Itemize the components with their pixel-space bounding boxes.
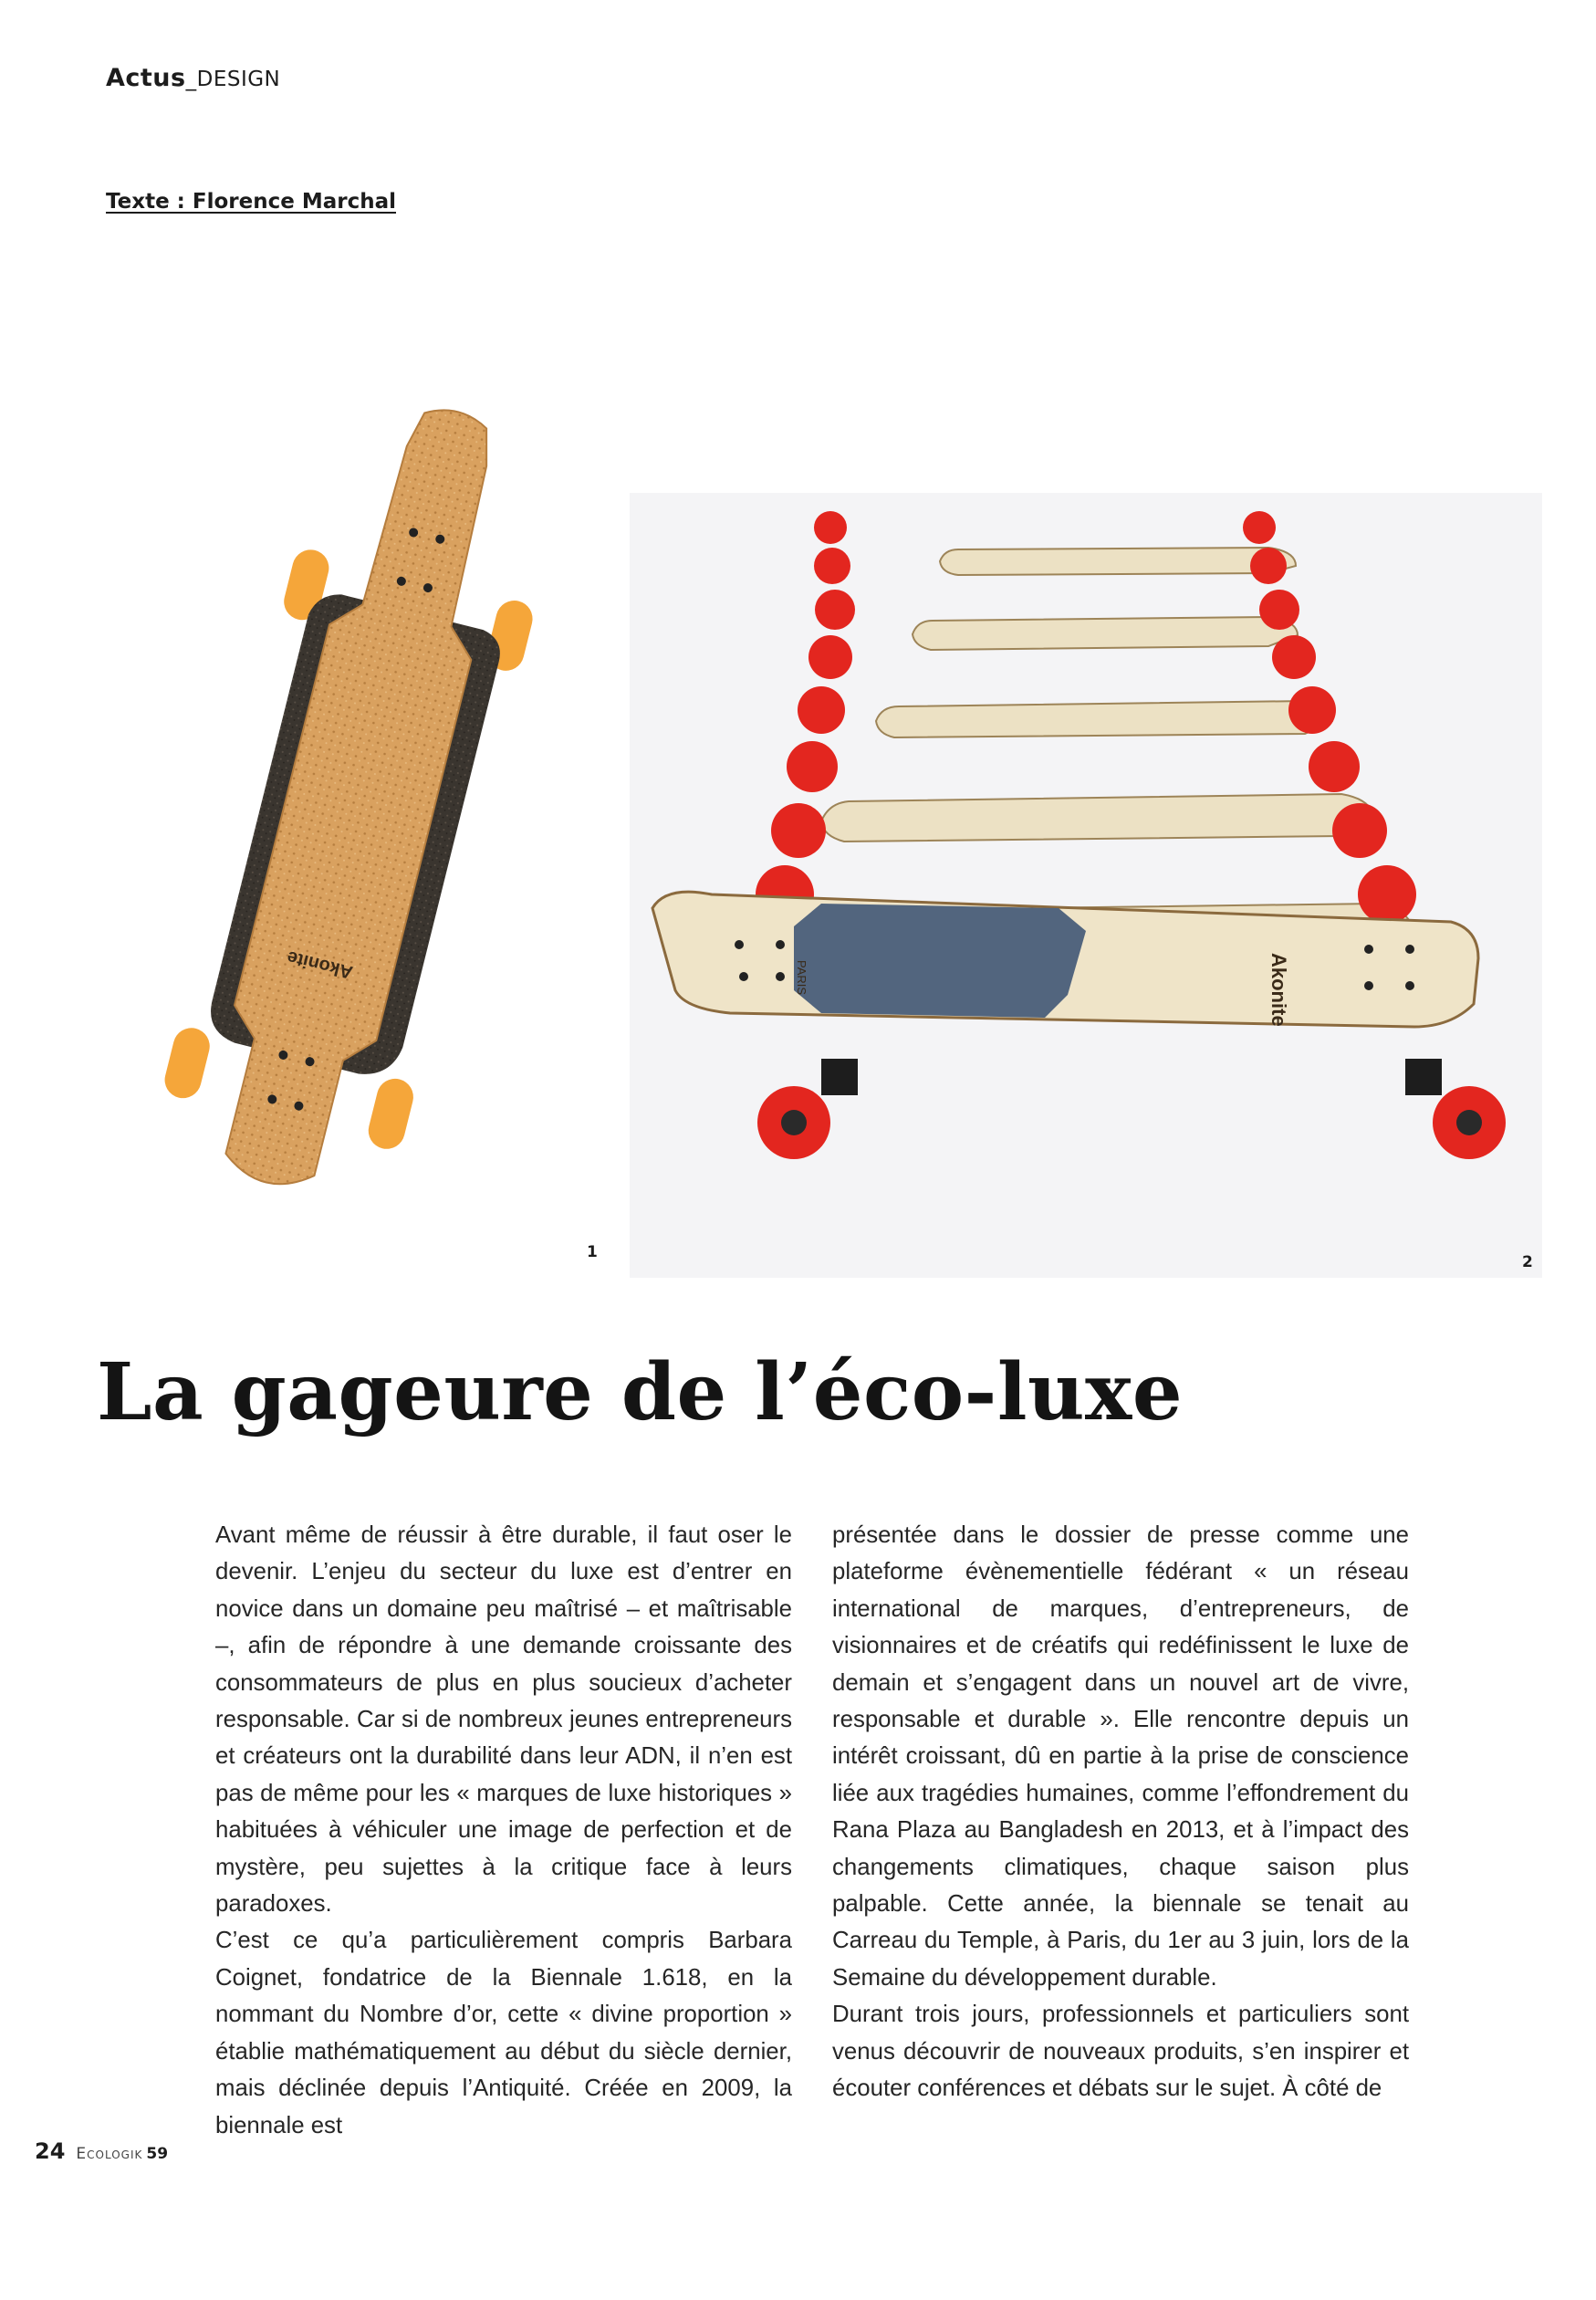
rubric: Actus xyxy=(106,64,186,92)
deck xyxy=(821,794,1373,842)
page-footer xyxy=(35,2138,168,2164)
bolt xyxy=(1364,945,1373,954)
grip-tape xyxy=(794,904,1086,1018)
deck-paris-text: PARIS xyxy=(795,960,808,996)
rubric-separator: _ xyxy=(185,68,197,91)
bolt xyxy=(1405,981,1414,990)
wheel xyxy=(1456,1110,1482,1135)
deck-brand-text: Akonite xyxy=(285,946,355,983)
section-name: DESIGN xyxy=(196,68,281,91)
wheel xyxy=(1358,865,1416,924)
body-column-2 xyxy=(832,1517,1409,2107)
wheel xyxy=(798,686,845,734)
paragraph: Avant même de réussir à être durable, il faut oser le devenir. L’enjeu du secteur du luxe est d’entrer en novice dans un domaine peu maîtrisé – et maîtrisable –, afin de répondre à une demande croissante des consommateurs de plus en plus soucieux d’acheter responsable. Car si de nombreux jeunes entrepreneurs et créateurs ont la durabilité dans leur ADN, il n’en est pas de même pour les « marques de luxe historiques » habituées à véhiculer une image de perfection et de mystère, peu sujettes à la critique face à leurs paradoxes. xyxy=(215,1522,792,1918)
paragraph: C’est ce qu’a particulièrement compris Barbara Coignet, fondatrice de la Biennale 1.618, en la nommant du Nombre d’or, cette « divine proportion » établie mathématiquement au début du siècle dernier, mais déclinée depuis l’Antiquité. Créée en 2009, la biennale est xyxy=(215,1928,792,2138)
deck xyxy=(913,617,1298,650)
bolt xyxy=(735,940,744,949)
deck xyxy=(940,548,1296,575)
wheel xyxy=(1259,590,1299,630)
bolt xyxy=(739,972,748,981)
wheel xyxy=(1243,511,1276,544)
wheel xyxy=(161,1024,214,1102)
cork-deck xyxy=(194,394,528,1200)
wheel xyxy=(1272,635,1316,679)
page-number: 24 xyxy=(35,2138,66,2164)
deck-brand-text: Akonite xyxy=(1267,953,1290,1027)
paragraph: présentée dans le dossier de presse comme une plateforme évènementielle fédérant « un réseau international de marques, d’entrepreneurs, de visionnaires et de créatifs qui redéfinissent le luxe de demain et s’engagent dans un nouvel art de vivre, responsable et durable ». Elle rencontre depuis un intérêt croissant, dû en partie à la prise de conscience liée aux tragédies humaines, comme l’effondrement du Rana Plaza au Bangladesh en 2013, et à l’impact des changements climatiques, chaque saison plus palpable. Cette année, la biennale se tenait au Carreau du Temple, à Paris, du 1er au 3 juin, lors de la Semaine du développement durable. xyxy=(832,1522,1409,1991)
wheel xyxy=(1288,686,1336,734)
bolt xyxy=(1405,945,1414,954)
photo-cork-longboard xyxy=(128,392,584,1241)
figure-number-1: 1 xyxy=(587,1243,598,1261)
article-title: La gageure de l’éco-luxe xyxy=(97,1346,1184,1438)
photo-longboard-stack xyxy=(630,493,1542,1278)
bolt xyxy=(776,940,785,949)
wheel xyxy=(815,590,855,630)
wheel xyxy=(808,635,852,679)
section-header xyxy=(106,64,280,92)
wheel xyxy=(771,803,826,858)
wheel xyxy=(1309,741,1360,792)
wheel xyxy=(1332,803,1387,858)
paragraph: Durant trois jours, professionnels et particuliers sont venus découvrir de nouveaux produits, s’en inspirer et écouter conférences et débats sur le sujet. À côté de xyxy=(832,2002,1409,2102)
bolt xyxy=(776,972,785,981)
byline: Texte : Florence Marchal xyxy=(106,190,396,214)
body-column-1 xyxy=(215,1517,792,2144)
deck xyxy=(876,701,1332,737)
truck xyxy=(821,1059,858,1095)
issue-number: 59 xyxy=(146,2145,169,2163)
wheel xyxy=(781,1110,807,1135)
wheel xyxy=(814,511,847,544)
figure-number-2: 2 xyxy=(1522,1253,1533,1271)
wheel xyxy=(814,548,850,584)
truck xyxy=(1405,1059,1442,1095)
wheel xyxy=(364,1075,417,1153)
wheel xyxy=(1250,548,1287,584)
wheel xyxy=(787,741,838,792)
magazine-name: Ecologik xyxy=(76,2145,143,2163)
bolt xyxy=(1364,981,1373,990)
